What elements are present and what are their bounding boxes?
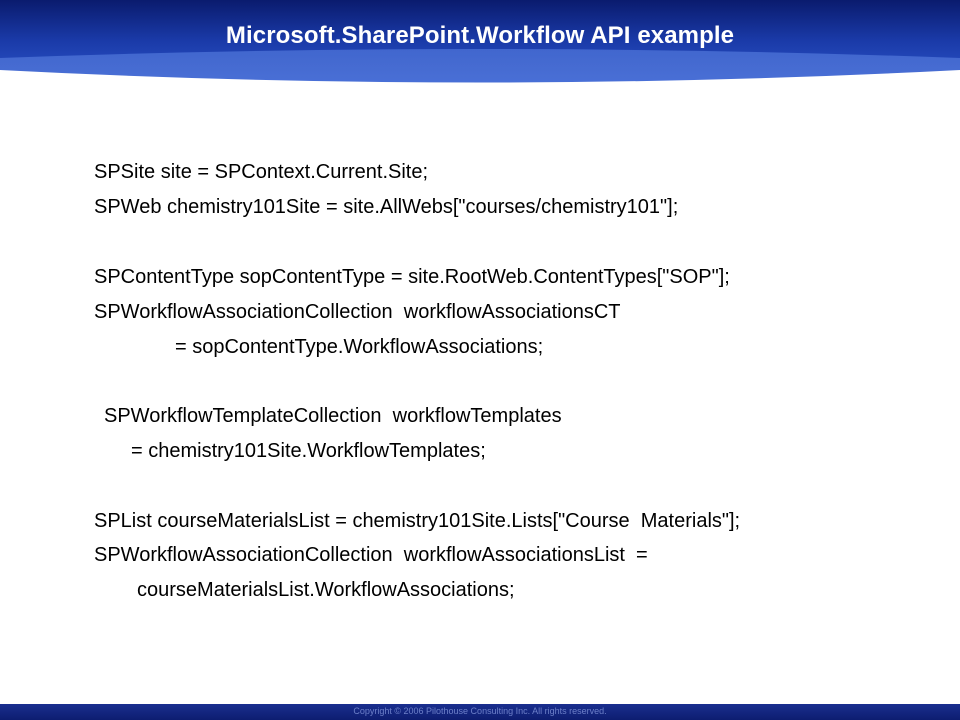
code-line: SPSite site = SPContext.Current.Site; [94,161,429,183]
footer-bar [0,704,960,720]
code-line: = sopContentType.WorkflowAssociations; [175,336,544,358]
code-line: SPList courseMaterialsList = chemistry101Site.Lists["Course Materials"]; [94,510,741,532]
slide-title: Microsoft.SharePoint.Workflow API example [225,22,735,49]
code-line: = chemistry101Site.WorkflowTemplates; [131,440,486,462]
copyright-text: Copyright © 2006 Pilothouse Consulting Inc. All rights reserved. [353,706,607,716]
code-line: SPWorkflowAssociationCollection workflowAssociationsCT [94,301,621,323]
code-line: SPContentType sopContentType = site.RootWeb.ContentTypes["SOP"]; [94,266,730,288]
code-line: SPWorkflowAssociationCollection workflowAssociationsList = [94,544,648,566]
code-line: SPWeb chemistry101Site = site.AllWebs["courses/chemistry101"]; [94,196,679,218]
code-line: SPWorkflowTemplateCollection workflowTemplates [104,405,562,427]
code-line: courseMaterialsList.WorkflowAssociations; [137,579,515,601]
